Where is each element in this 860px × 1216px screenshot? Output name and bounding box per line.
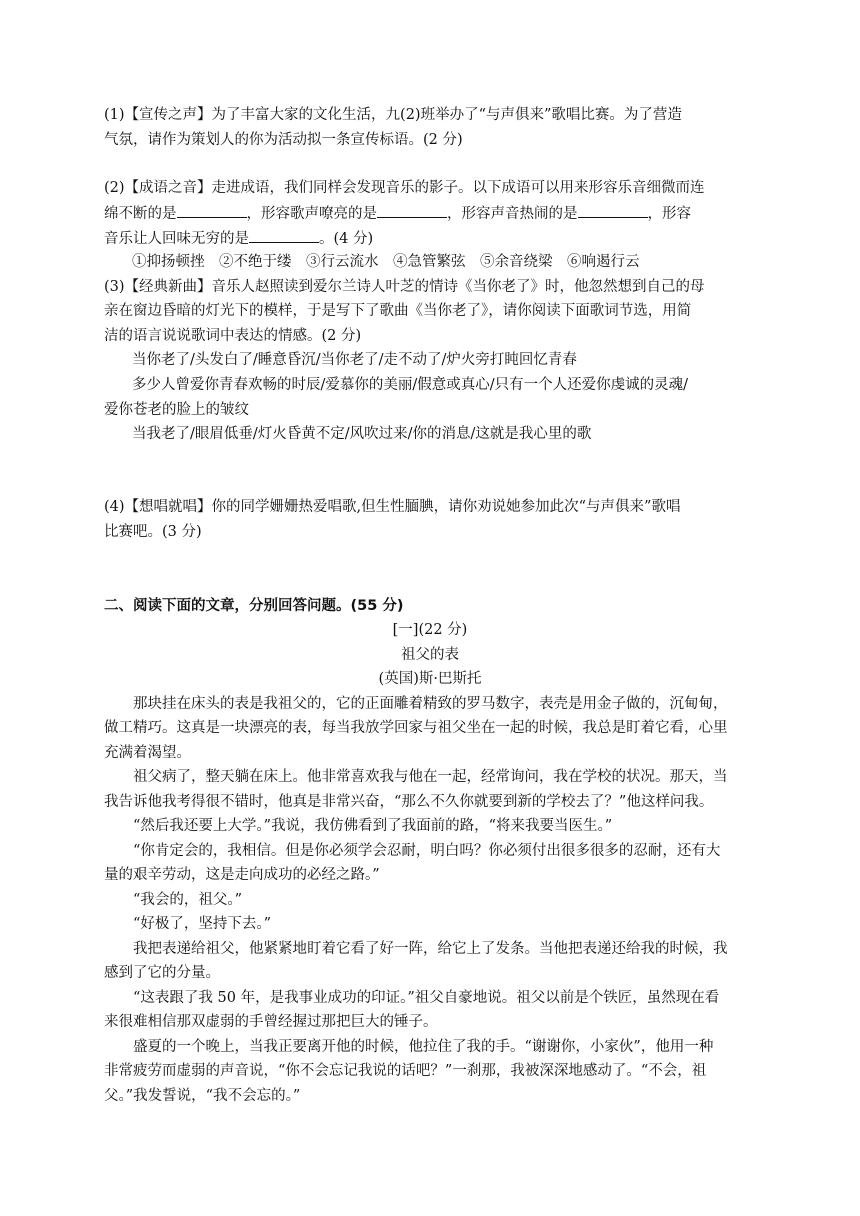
- story-line: 做工精巧。这真是一块漂亮的表，每当我放学回家与祖父坐在一起的时候，我总是盯着它看，心里: [104, 720, 728, 736]
- story-line: 量的艰辛劳动，这是走向成功的必经之路。”: [104, 867, 380, 883]
- q3-line-2: 亲在窗边昏暗的灯光下的模样，于是写下了歌曲《当你老了》，请你阅读下面歌词节选，用简: [104, 303, 692, 319]
- story-line: 我告诉他我考得很不错时，他真是非常兴奋，“那么不久你就要到新的学校去了？”他这样问我。: [104, 794, 714, 810]
- q3-line-3: 洁的语言说说歌词中表达的情感。(2 分): [104, 328, 362, 344]
- answer-blank-2[interactable]: [377, 203, 447, 218]
- q2-text-f: 。(4 分): [319, 231, 374, 247]
- answer-blank-4[interactable]: [249, 228, 319, 243]
- story-line: 非常疲劳而虚弱的声音说，“你不会忘记我说的话吧？”一刹那，我被深深地感动了。“不会，祖: [104, 1063, 707, 1079]
- q3-line-1: (3)【经典新曲】音乐人赵照读到爱尔兰诗人叶芝的情诗《当你老了》时，他忽然想到自己的母: [104, 279, 705, 295]
- story-line: “这表跟了我 50 年，是我事业成功的印证。”祖父自豪地说。祖父以前是个铁匠，虽然现在看: [104, 990, 720, 1006]
- q2-line-3: [104, 228, 373, 249]
- story-line: 祖父病了，整天躺在床上。他非常喜欢我与他在一起，经常询问，我在学校的状况。那天，当: [104, 769, 728, 785]
- lyric-line-4: 当我老了/眼眉低垂/灯火昏黄不定/风吹过来/你的消息/这就是我心里的歌: [132, 426, 592, 442]
- story-line: 我把表递给祖父，他紧紧地盯着它看了好一阵，给它上了发条。当他把表递还给我的时候，我: [104, 941, 728, 957]
- story-line: 感到了它的分量。: [104, 965, 220, 981]
- lyric-line-3: 爱你苍老的脸上的皱纹: [104, 402, 249, 418]
- story-title: 祖父的表: [401, 647, 459, 663]
- q4-line-1: (4)【想唱就唱】你的同学姗姗热爱唱歌,但生性腼腆，请你劝说她参加此次“与声俱来”歌唱: [104, 499, 681, 515]
- story-line: “好极了，坚持下去。”: [104, 916, 272, 932]
- story-line: “我会的，祖父。”: [104, 892, 243, 908]
- q2-text-b: ，形容歌声嘹亮的是: [246, 206, 377, 222]
- q2-line-2: [104, 203, 691, 224]
- section-heading: 二、阅读下面的文章，分别回答问题。(55 分): [104, 598, 404, 614]
- story-line: “你肯定会的，我相信。但是你必须学会忍耐，明白吗？你必须付出很多很多的忍耐，还有大: [104, 843, 721, 859]
- q2-text-c: ，形容声音热闹的是: [447, 206, 578, 222]
- story-author: (英国)斯·巴斯托: [378, 671, 482, 687]
- story-line: “然后我还要上大学。”我说，我仿佛看到了我面前的路，“将来我要当医生。”: [104, 818, 613, 834]
- answer-blank-1[interactable]: [177, 203, 247, 218]
- q2-line-1: (2)【成语之音】走进成语，我们同样会发现音乐的影子。以下成语可以用来形容乐音细微而连: [104, 180, 705, 196]
- story-line: 来很难相信那双虚弱的手曾经握过那把巨大的锤子。: [104, 1014, 438, 1030]
- story-line: 盛夏的一个晚上，当我正要离开他的时候，他拉住了我的手。“谢谢你，小家伙”，他用一种: [104, 1039, 714, 1055]
- q4-line-2: 比赛吧。(3 分): [104, 524, 202, 540]
- q2-options: ①抑扬顿挫 ②不绝于缕 ③行云流水 ④急管繁弦 ⑤余音绕梁 ⑥响遏行云: [132, 254, 640, 270]
- answer-blank-3[interactable]: [578, 203, 648, 218]
- part-label: [一](22 分): [392, 622, 468, 638]
- story-line: 那块挂在床头的表是我祖父的，它的正面雕着精致的罗马数字，表壳是用金子做的，沉甸甸，: [104, 696, 728, 712]
- story-line: 充满着渴望。: [104, 745, 191, 761]
- lyric-line-2: 多少人曾爱你青春欢畅的时辰/爱慕你的美丽/假意或真心/只有一个人还爱你虔诚的灵魂/: [132, 377, 689, 393]
- q1-line-2: 气氛，请作为策划人的你为活动拟一条宣传标语。(2 分): [104, 132, 463, 148]
- story-line: 父。”我发誓说，“我不会忘的。”: [104, 1088, 301, 1104]
- lyric-line-1: 当你老了/头发白了/睡意昏沉/当你老了/走不动了/炉火旁打盹回忆青春: [132, 352, 577, 368]
- q1-line-1: (1)【宣传之声】为了丰富大家的文化生活，九(2)班举办了“与声俱来”歌唱比赛。为了营造: [104, 107, 682, 123]
- q2-text-a: 绵不断的是: [104, 206, 177, 222]
- q2-text-d: ，形容: [647, 206, 691, 222]
- q2-text-e: 音乐让人回味无穷的是: [104, 231, 249, 247]
